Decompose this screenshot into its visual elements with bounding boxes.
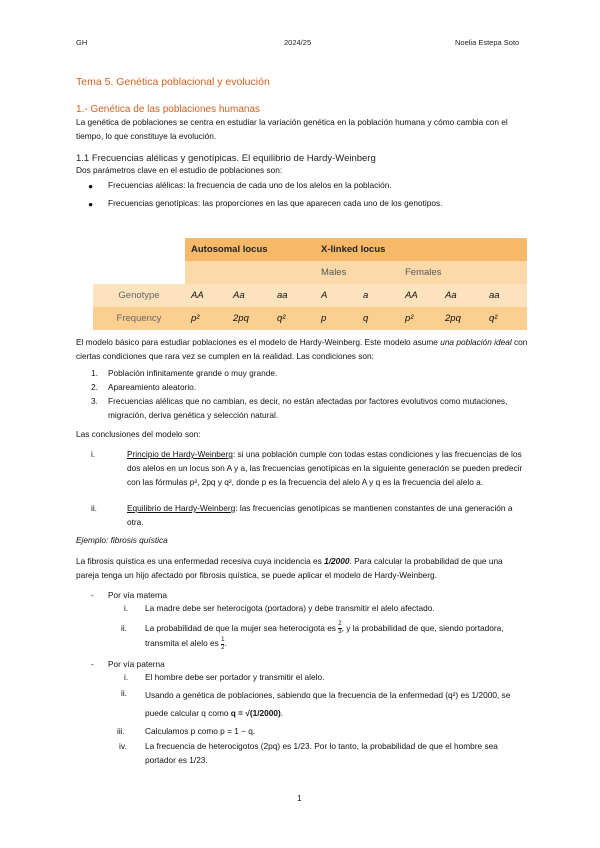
model-paragraph [76,335,528,363]
list-number: iv. [119,741,127,751]
table-cell: q [357,307,399,330]
table-cell: 2pq [227,307,271,330]
list-number: ii. [121,688,127,698]
document-title: Tema 5. Genética poblacional y evolución [76,76,270,88]
fraction-numerator: 2 [338,621,342,628]
xlinked-header: X-linked locus [315,238,527,261]
genotype-label: Genotype [93,284,185,307]
condition-3: Frecuencias alélicas que no cambian, es decir, no están afectadas por factores evolutivos como mutaciones, migración, deriva genética y selección natural. [108,396,508,421]
table-row [93,284,527,307]
paternal-step-1: El hombre debe ser portador y transmitir el alelo. [145,672,325,682]
example-paragraph [76,554,528,582]
list-number: iii. [117,726,125,736]
header-center: 2024/25 [284,38,312,47]
autosomal-header: Autosomal locus [185,238,315,261]
table-cell: q² [271,307,315,330]
conclusion-2 [127,501,528,529]
paternal-step-2: Usando a genética de poblaciones, sabiendo que la frecuencia de la enfermedad (q²) es 1/2000, se puede calcular q como q = √(1/2000). [145,690,511,718]
list-number: i. [91,449,96,459]
conclusion-1 [127,447,528,490]
bullet-text-1: Frecuencias alélicas: la frecuencia de cada uno de los alelos en la población. [108,180,392,190]
table-cell: Aa [439,284,483,307]
principle-title: Principio de Hardy-Weinberg [127,449,233,459]
table-cell: AA [185,284,227,307]
condition-2: Apareamiento aleatorio. [108,382,197,392]
fraction-denominator: 2 [221,644,225,651]
subsection-lead: Dos parámetros clave en el estudio de poblaciones son: [76,165,283,175]
table-cell: q² [483,307,527,330]
model-text-a: El modelo básico para estudiar poblaciones es el modelo de Hardy-Weinberg. Este modelo asume [76,337,438,347]
hardy-weinberg-table [93,238,527,330]
maternal-step-2: La probabilidad de que la mujer sea heterocigota es $\frac{2}{3}$ , y la probabilidad de que, siendo portadora, transmita el alelo es $\frac{1}{2}$ . [145,621,504,651]
equilibrium-title: Equilibrio de Hardy-Weinberg [127,503,236,513]
list-number: ii. [91,503,97,513]
table-cell: p² [185,307,227,330]
conclusions-lead: Las conclusiones del modelo son: [76,429,201,439]
maternal-step-2b: , y la probabilidad de que, siendo portadora, transmita el alelo es [145,623,504,649]
header-left: GH [76,38,88,47]
table-cell: p² [399,307,439,330]
table-row [93,307,527,330]
maternal-title: Por vía materna [108,590,168,600]
fraction-numerator: 1 [221,636,225,643]
bullet-item: ● [88,199,94,209]
example-text-a: La fibrosis quística es una enfermedad recesiva cuya incidencia es [76,556,322,566]
table-cell: 2pq [439,307,483,330]
paternal-step-3: Calculamos p como p = 1 − q. [145,726,256,736]
q-formula: q = √(1/2000) [230,708,281,718]
bullet-text-2: Frecuencias genotípicas: las proporciones en las que aparecen cada uno de los genotipos. [108,198,443,208]
table-cell: Aa [227,284,271,307]
model-text-b: con ciertas condiciones que rara vez se cumplen en la realidad. Las condiciones son: [76,337,528,362]
table-cell: p [315,307,357,330]
principle-text: : si una población cumple con todas estas condiciones y las frecuencias de los dos alelos en un locus son A y a, las frecuencias genotípicas en la siguiente generación se pueden predecir con las fórmulas p², 2pq y q², donde p es la frecuencia del alelo A y q es la frecuencia del alelo a. [127,449,523,488]
paternal-step-4: La frecuencia de heterocigotos (2pq) es 1/23. Por lo tanto, la probabilidad de que el hombre sea portador es 1/23. [145,741,498,766]
paternal-title: Por vía paterna [108,659,165,669]
header-right: Noelia Estepa Soto [455,38,520,47]
condition-1: Población infinitamente grande o muy grande. [108,368,278,378]
table-cell: aa [483,284,527,307]
table-cell: A [315,284,357,307]
paternal-step-2a: Usando a genética de poblaciones, sabiendo que la frecuencia de la enfermedad (q²) es 1/2000, se puede calcular q como [145,690,511,718]
bullet-item: ● [88,181,94,191]
equilibrium-text: : las frecuencias genotípicas se mantienen constantes de una generación a otra. [127,503,513,528]
section-intro: La genética de poblaciones se centra en estudiar la variación genética en la población humana y cómo cambia con el tiempo, lo que constituye la evolución. [76,117,508,142]
dash-marker: - [91,590,94,600]
fraction-denominator: 3 [338,629,342,636]
maternal-step-2a: La probabilidad de que la mujer sea heterocigota es [145,623,336,633]
incidence-value: 1/2000 [324,556,350,566]
table-cell: a [357,284,399,307]
example-label: Ejemplo: fibrosis quística [76,535,168,545]
example-text-b: . Para calcular la probabilidad de que una pareja tenga un hijo afectado por fibrosis quística, se puede aplicar el modelo de Hardy-Weinberg. [76,556,503,581]
fraction-one-half [221,637,224,652]
list-number: i. [124,672,129,682]
list-number: 1. [91,368,98,378]
list-number: 3. [91,396,98,406]
section-heading: 1.- Genética de las poblaciones humanas [76,104,261,115]
table-cell: aa [271,284,315,307]
list-number: ii. [121,623,127,633]
list-number: 2. [91,382,98,392]
females-header: Females [399,261,527,284]
table-cell: AA [399,284,439,307]
model-text-italic: una población ideal [440,337,512,347]
list-number: i. [124,603,129,613]
frequency-label: Frequency [93,307,185,330]
maternal-step-1: La madre debe ser heterocigota (portadora) y debe transmitir el alelo afectado. [145,603,435,613]
males-header: Males [315,261,399,284]
dash-marker: - [91,659,94,669]
page-number: 1 [297,793,302,803]
subsection-heading: 1.1 Frecuencias alélicas y genotípicas. El equilibrio de Hardy-Weinberg [76,153,376,164]
